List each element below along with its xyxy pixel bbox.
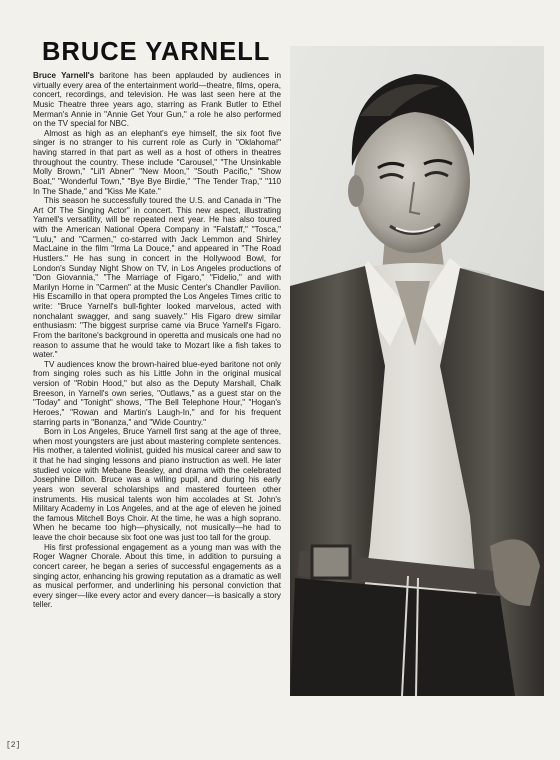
- portrait-illustration: [290, 46, 544, 696]
- article-paragraph-2: Almost as high as an elephant's eye himself, the six foot five singer is no stranger to his current role as Curly in "Oklahoma!" having starred in that part as well as a host of others in theatres throughout the country. These include "Carousel," "The Unsinkable Molly Brown," "Lil'l Abner" "New Moon," "South Pacific," "Show Boat," "Wonderful Town," "Bye Bye Birdie," "The Tender Trap," "110 In The Shade," and "Kiss Me Kate.": [33, 128, 281, 196]
- portrait-photo: [290, 46, 544, 696]
- lead-name: Bruce Yarnell's: [33, 71, 95, 80]
- article-body: [33, 71, 281, 610]
- article-title: BRUCE YARNELL: [42, 38, 271, 66]
- article-paragraph-1: [33, 71, 281, 129]
- article-paragraph-6: His first professional engagement as a young man was with the Roger Wagner Chorale. About this time, in addition to pursuing a concert career, he began a series of successful engagements as a singing actor, enhancing his growing reputation as a dramatic as well as musical performer, and underlining his personal conviction that every singer—like every actor and every dancer—is basically a story teller.: [33, 542, 281, 610]
- page-number: [2]: [6, 741, 21, 750]
- paragraph-1-text: baritone has been applauded by audiences in virtually every area of the entertainment world—theatre, films, opera, concert, recordings, and television. He was last seen here at the Music Theatre three years ago, starring as Frank Butler to Ethel Merman's Annie in "Annie Get Your Gun," a role he also performed on the TV special for NBC.: [33, 71, 281, 129]
- article-paragraph-4: TV audiences know the brown-haired blue-eyed baritone not only from singing roles such as his Little John in the original musical version of "Robin Hood," but also as the Deputy Marshall, Chalk Breeson, in Yarnell's own series, "Outlaws," as a guest star on the "Today" and "Tonight" shows, "The Bell Telephone Hour," "Hogan's Heroes," "Rowan and Martin's Laugh-In," and for his frequent starring parts in "Bonanza," and "Wide Country.": [33, 359, 281, 427]
- article-paragraph-5: Born in Los Angeles, Bruce Yarnell first sang at the age of three, when most youngsters are just about mastering complete sentences. His mother, a talented violinist, guided his musical career and saw to it that he had singing lessons and piano instruction as well. He later studied voice with Mebane Beasley, and drama with the celebrated Josephine Dillon. Bruce was a willing pupil, and during his early years won several scholarships and mastered fourteen other instruments. His musical talents won him accolades at St. John's Military Academy in Los Angeles, and at the age of eleven he joined the famous Mitchell Boys Choir. At the time, he was a high soprano. When he became too high—physically, not musically—he had to leave the choir because six foot one was just too tall for the group.: [33, 427, 281, 542]
- article-paragraph-3: This season he successfully toured the U.S. and Canada in "The Art Of The Singing Actor" in concert. This new aspect, illustrating Yarnell's versatility, will be repeated next year. He has also toured with the American National Opera Company in "Falstaff," "Tosca," "Lulu," and "Carmen," co-starred with Jack Lemmon and Shirley MacLaine in the film "Irma La Douce," and appeared in "The Road Hustlers." He has sung in concert in the Hollywood Bowl, for London's Sunday Night Show on TV, in Los Angeles productions of "Don Giovannia," "The Marriage of Figaro," "Fidelio," and with Marilyn Horne in "Carmen" at the Music Center's Chandler Pavilion. His Escamillo in that opera prompted the Los Angeles Times critic to write: "Bruce Yarnell's bull-fighter looked marvelous, acted with nonchalant swagger, and sang suavely." His Figaro drew similar enthusiasm: "The biggest surprise came via Bruce Yarnell's Figaro. From the baritone's background in operetta and musicals one had no reason to assume that he would take to Mozart like a fish takes to water.": [33, 196, 281, 360]
